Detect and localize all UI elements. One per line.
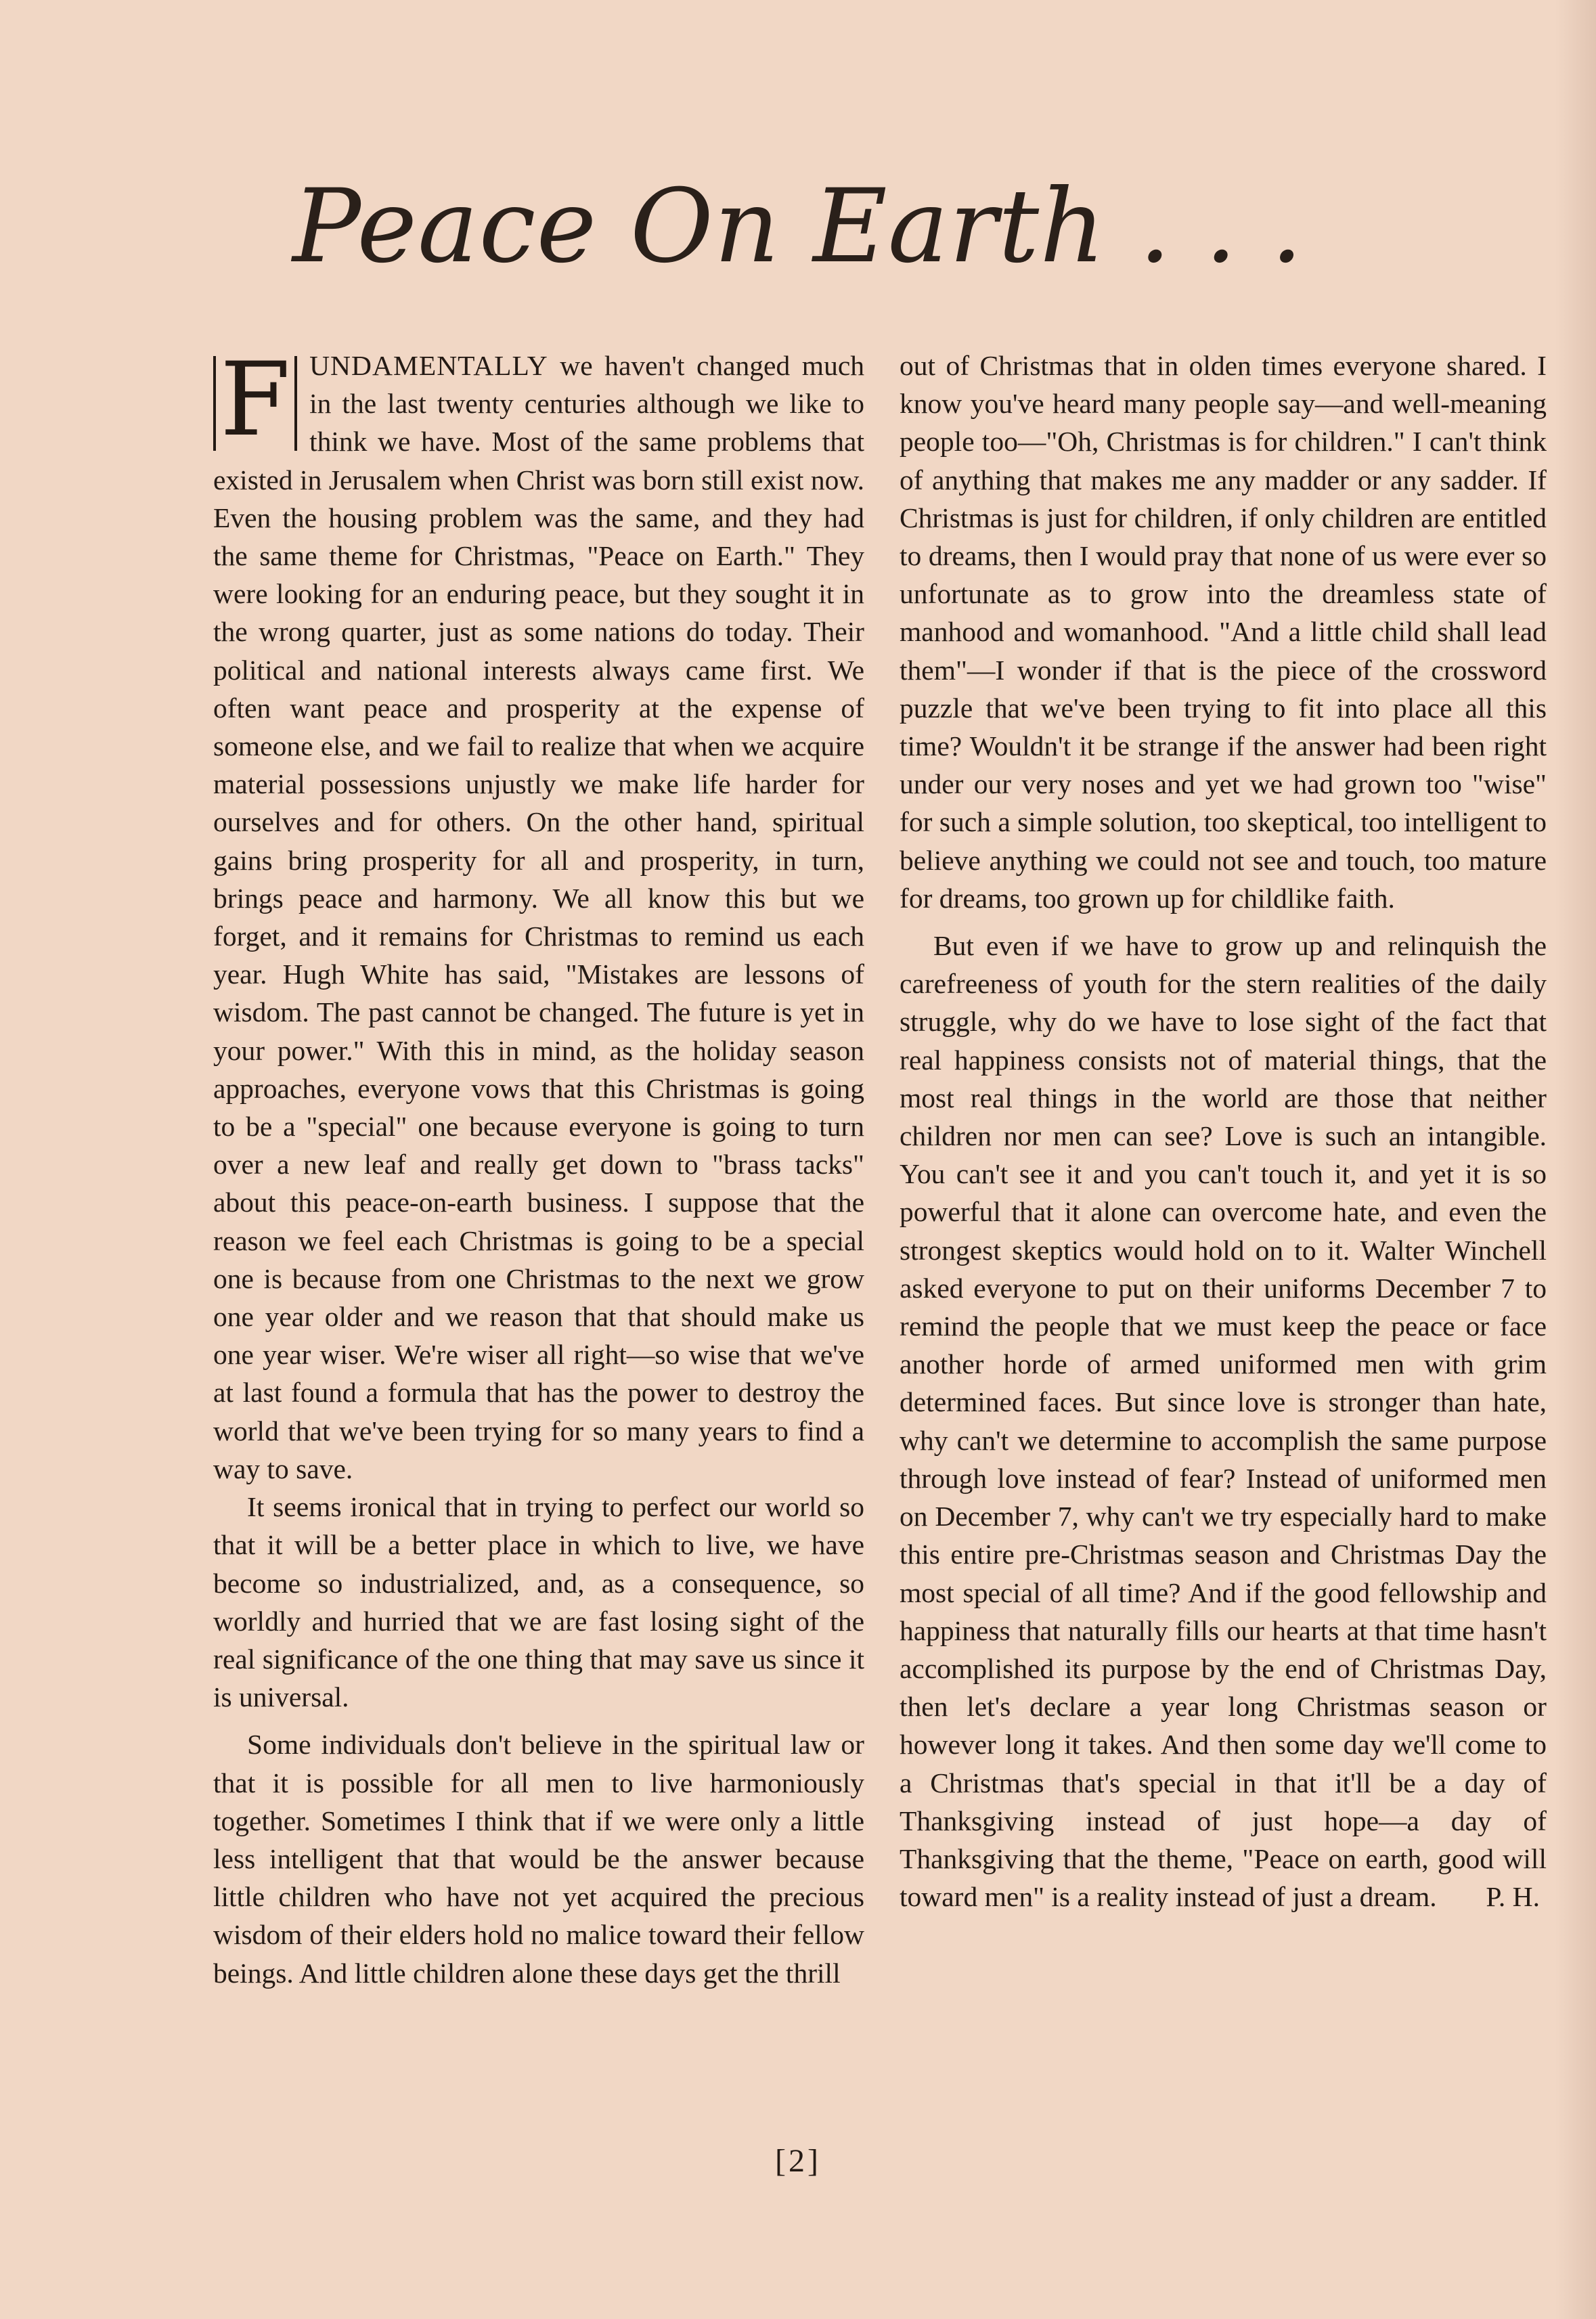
author-signature: P. H.: [1486, 1881, 1540, 1913]
paragraph-5: [900, 927, 1547, 1916]
opening-caps: UNDAMENTALLY: [309, 350, 548, 381]
paragraph-1: [213, 341, 864, 1488]
paragraph-2: It seems ironical that in trying to perfect our world so that it will be a better place in which to live, we have become so industrialized, and, as a consequence, so worldly and hurried that we are fast losing sight of the real significance of the one thing that may save us since it is universal.: [213, 1491, 864, 1713]
paragraph-1-text: we haven't changed much in the last twenty centuries although we like to think we have. Most of the same problems that existed in Jerusalem when Christ was born still exist now. Even the housing problem was the same, and they had the same theme for Christmas, "Peace on Earth." They were looking for an enduring peace, but they sought it in the wrong quarter, just as some nations do today. Their political and national interests always came first. We often want peace and prosperity at the expense of someone else, and we fail to realize that when we acquire material possessions unjustly we make life harder for ourselves and for others. On the other hand, spiritual gains bring prosperity for all and prosperity, in turn, brings peace and harmony. We all know this but we forget, and it remains for Christmas to remind us each year. Hugh White has said, "Mistakes are lessons of wisdom. The past cannot be changed. The future is yet in your power." With this in mind, as the holiday season approaches, everyone vows that this Christmas is going to be a "special" one because everyone is going to turn over a new leaf and really get down to "brass tacks" about this peace-on-earth business. I suppose that the reason we feel each Christmas is going to be a special one is because from one Christmas to the next we grow one year older and we reason that that should make us one year wiser. We're wiser all right—so wise that we've at last found a formula that has the power to destroy the world that we've been trying for so many years to find a way to save.: [213, 350, 864, 1484]
paragraph-3: Some individuals don't believe in the spiritual law or that it is possible for all men to live harmoniously together. Sometimes I think that if we were only a little less intelligent that that would be the answer because little children who have not yet acquired the precious wisdom of their elders hold no malice toward their fellow beings. And little children alone these days get the thrill: [213, 1729, 864, 1989]
page-edge-shadow: [1555, 0, 1596, 2319]
right-column: [900, 347, 1547, 1916]
paragraph-4: out of Christmas that in olden times everyone shared. I know you've heard many people say—and well-meaning people too—"Oh, Christmas is for children." I can't think of anything that makes me any madder or any sadder. If Christmas is just for children, if only children are entitled to dreams, then I would pray that none of us were ever so unfortunate as to grow into the dreamless state of manhood and womanhood. "And a little child shall lead them"—I wonder if that is the piece of the crossword puzzle that we've been trying to fit into place all this time? Wouldn't it be strange if the answer had been right under our very noses and yet we had grown too "wise" for such a simple solution, too skeptical, too intelligent to believe anything we could not see and touch, too mature for dreams, too grown up for childlike faith.: [900, 350, 1547, 914]
paragraph-5-text: But even if we have to grow up and relinquish the carefreeness of youth for the stern realities of the daily struggle, why do we have to lose sight of the fact that real happiness consists not of material things, that the most real things in the world are those that neither children nor men can see? Love is such an intangible. You can't see it and you can't touch it, and yet it is so powerful that it alone can overcome hate, and even the strongest skeptics would hold on to it. Walter Winchell asked everyone to put on their uniforms December 7 to remind the people that we must keep the peace or face another horde of armed uniformed men with grim determined faces. But since love is stronger than hate, why can't we determine to accomplish the same purpose through love instead of fear? Instead of uniformed men on December 7, why can't we try especially hard to make this entire pre-Christmas season and Christmas Day the most special of all time? And if the good fellowship and happiness that naturally fills our hearts at that time hasn't accomplished its purpose by the end of Christmas Day, then let's declare a year long Christmas season or however long it takes. And then some day we'll come to a Christmas that's special in that it'll be a day of Thanksgiving instead of just hope—a day of Thanksgiving that the theme, "Peace on earth, good will toward men" is a reality instead of just a dream.: [900, 930, 1547, 1913]
article-title: Peace On Earth . . .: [292, 168, 1304, 286]
page-number: [2]: [775, 2143, 821, 2179]
left-column: [213, 341, 864, 1992]
drop-cap: F: [213, 356, 297, 451]
